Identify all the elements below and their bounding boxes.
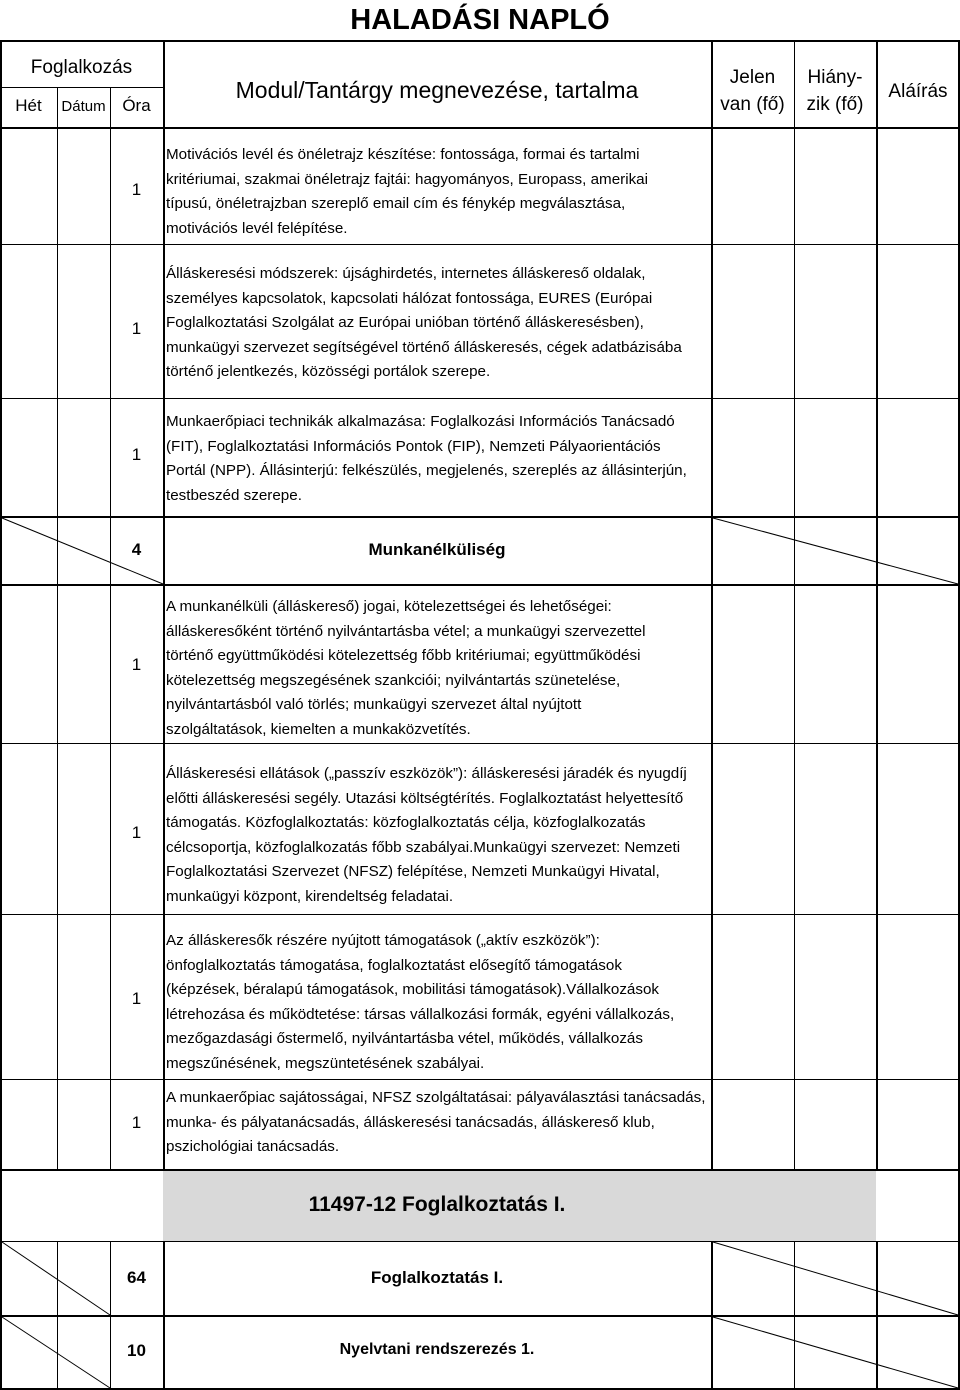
row-hours: 1 (131, 319, 142, 338)
row-content (166, 410, 687, 508)
content-line: A munkanélküli (álláskereső) jogai, kötelezettségei és lehetőségei: (166, 598, 612, 615)
content-line: álláskeresőként történő nyilvántartásba vétel; a munkaügyi szervezettel (166, 622, 646, 640)
header-absent-1: Hiány- (807, 67, 863, 88)
row-hours: 1 (131, 989, 142, 1008)
content-line: előtti álláskeresési segély. Utazási költségtérítés. Foglalkoztatást helyettesítő (166, 789, 684, 807)
content-line: történő jelentkezés, közösségi portálok szerepe. (166, 363, 491, 380)
col-border-module (711, 40, 713, 1171)
section-title: Munkanélküliség (368, 540, 506, 559)
content-line: (képzések, béralapú támogatások, mobilitási támogatások).Vállalkozások (166, 981, 660, 998)
header-signature: Aláírás (888, 81, 948, 102)
subject-hours: 10 (127, 1341, 146, 1360)
row-border (0, 584, 960, 586)
row-content (166, 1086, 705, 1160)
content-line: történő együttműködési kötelezettség főbb kritériumai; együttműködési (166, 647, 641, 664)
content-line: munkaügyi szervezet segítségével történő álláskeresés, cégek adatbázisába (166, 338, 682, 356)
content-line: megszűnésének, megszüntetésének szabályai. (166, 1054, 485, 1072)
content-line: célcsoportja, közfoglalkozatás főbb szabályai.Munkaügyi szervezet: Nemzeti (166, 838, 681, 856)
page-title: HALADÁSI NAPLÓ (350, 4, 610, 36)
content-line: önfoglalkoztatás támogatása, foglalkoztatást elősegítő támogatások (166, 956, 622, 974)
diagonal-slash (0, 1242, 110, 1315)
content-line: mezőgazdasági őstermelő, nyilvántartásba vétel, működés, vállalkozás (166, 1030, 643, 1047)
col-border-left (0, 40, 2, 1390)
row-border (0, 743, 960, 744)
row-hours: 1 (131, 823, 142, 842)
col-border-week (57, 87, 58, 1170)
content-line: szolgáltatások, kiemelten a munkaközvetítés. (166, 720, 471, 738)
row-content (166, 595, 646, 742)
row-hours: 1 (131, 445, 142, 464)
diagonal-slash (711, 1317, 960, 1388)
row-hours: 1 (131, 1113, 142, 1132)
row-border (0, 1079, 960, 1080)
content-line: típusú, önéletrajzban szereplő email cím és fénykép megválasztása, (166, 195, 626, 212)
content-line: munka- és pályatanácsadás, álláskeresési tanácsadás, álláskereső klub, (166, 1113, 655, 1131)
content-line: Foglalkoztatási Szervezet (NFSZ) felépítése, Nemzeti Munkaügyi Hivatal, (166, 863, 660, 880)
header-module: Modul/Tantárgy megnevezése, tartalma (235, 77, 639, 103)
content-line: Az álláskeresők részére nyújtott támogatások („aktív eszközök”): (166, 932, 600, 949)
content-line: támogatás. Közfoglalkoztatás: közfoglalkoztatás célja, közfoglalkozatás (166, 814, 646, 831)
content-line: pszichológiai tanácsadás. (166, 1138, 340, 1155)
content-line: Foglalkoztatási Szolgálat az Európai unióban történő álláskeresésben), (166, 314, 644, 331)
content-line: (FIT), Foglalkoztatási Információs Pontok (FIP), Nemzeti Pályaorientációs (166, 437, 661, 455)
row-hours: 1 (131, 655, 142, 674)
header-group-divider (0, 87, 163, 88)
header-present-2: van (fő) (720, 94, 785, 115)
content-line: motivációs levél felépítése. (166, 219, 348, 237)
row-hours: 1 (131, 180, 142, 199)
header-week: Hét (15, 96, 42, 115)
subject-title: Nyelvtani rendszerezés 1. (339, 1341, 535, 1358)
content-line: nyilvántartásból való törlés; munkaügyi szervezet által nyújtott (166, 696, 582, 713)
header-bottom-border (0, 127, 960, 129)
col-border-hour (163, 1241, 165, 1389)
col-border-hour (163, 40, 165, 1171)
row-content (166, 143, 648, 241)
content-line: személyes kapcsolatok, kapcsolati hálózat fontossága, EURES (Európai (166, 289, 653, 307)
content-line: Motivációs levél és önéletrajz készítése: fontossága, formai és tartalmi (166, 146, 640, 163)
header-present-1: Jelen (729, 67, 776, 88)
content-line: Álláskeresési módszerek: újsághirdetés, internetes álláskereső oldalak, (166, 265, 646, 282)
header-hour: Óra (122, 96, 151, 115)
row-border (0, 914, 960, 915)
content-line: munkaügyi központ, kirendeltség feladatai. (166, 887, 454, 905)
col-border-present (794, 40, 795, 1171)
section-hours: 4 (131, 540, 142, 559)
col-border-date (110, 1241, 111, 1389)
subject-hours: 64 (127, 1268, 146, 1287)
diagonal-slash (711, 1242, 960, 1315)
content-line: létrehozása és működtetése: társas vállalkozási formák, egyéni vállalkozás, (166, 1005, 675, 1023)
header-absent-2: zik (fő) (806, 94, 864, 115)
content-line: Álláskeresési ellátások („passzív eszközök”): álláskeresési járadék és nyugdíj (166, 765, 687, 782)
content-line: kritériumai, szakmai önéletrajz fajtái: hagyományos, Europass, amerikai (166, 170, 648, 188)
row-border (0, 244, 960, 245)
diagonal-slash (0, 1317, 110, 1388)
content-line: kötelezettség megszegésének szankciói; nyilvántartás szünetelése, (166, 671, 621, 689)
content-line: Munkaerőpiaci technikák alkalmazása: Foglalkozási Információs Tanácsadó (166, 413, 675, 430)
row-content (166, 762, 687, 909)
header-date: Dátum (61, 98, 106, 115)
subject-title: Foglalkoztatás I. (370, 1268, 504, 1287)
row-border (0, 398, 960, 399)
row-content (166, 262, 682, 385)
diagonal-slash (711, 518, 960, 584)
content-line: testbeszéd szerepe. (166, 486, 302, 504)
col-border-absent (876, 40, 878, 1171)
content-line: Portál (NPP). Állásinterjú: felkészülés, megjelenés, szereplés az állásinterjún, (166, 462, 687, 479)
header-foglalkozas: Foglalkozás (30, 57, 133, 78)
row-content (166, 929, 674, 1076)
module-banner-title: 11497-12 Foglalkoztatás I. (308, 1193, 566, 1216)
content-line: A munkaerőpiac sajátosságai, NFSZ szolgáltatásai: pályaválasztási tanácsadás, (166, 1089, 706, 1106)
header-top-border (0, 40, 960, 42)
